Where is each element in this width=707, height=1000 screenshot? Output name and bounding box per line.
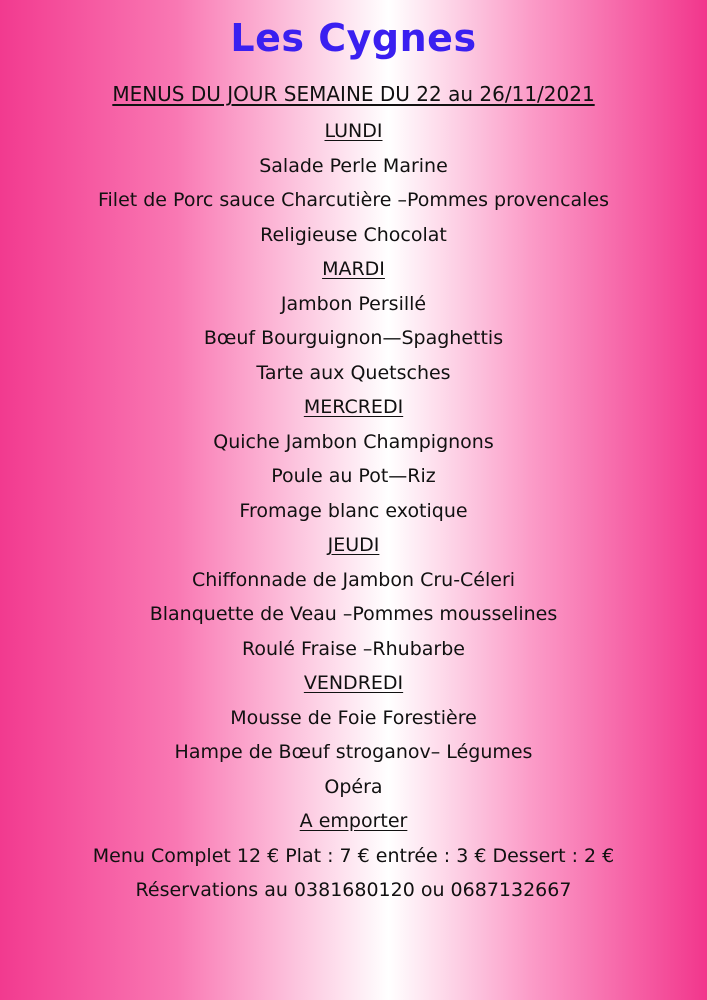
dish-mercredi-3: Fromage blanc exotique <box>239 500 468 522</box>
day-heading-jeudi: JEUDI <box>327 534 380 556</box>
dish-vendredi-2: Hampe de Bœuf stroganov– Légumes <box>174 741 533 763</box>
week-subtitle: MENUS DU JOUR SEMAINE DU 22 au 26/11/2021 <box>112 82 595 106</box>
day-heading-mardi: MARDI <box>322 258 385 280</box>
day-heading-vendredi: VENDREDI <box>303 672 404 694</box>
dish-mardi-2: Bœuf Bourguignon—Spaghettis <box>203 327 504 349</box>
dish-jeudi-3: Roulé Fraise –Rhubarbe <box>242 638 465 660</box>
dish-mercredi-2: Poule au Pot—Riz <box>271 465 436 487</box>
dish-mardi-3: Tarte aux Quetsches <box>256 362 451 384</box>
dish-vendredi-1: Mousse de Foie Forestière <box>230 707 477 729</box>
dish-mercredi-1: Quiche Jambon Champignons <box>213 431 494 453</box>
day-heading-mercredi: MERCREDI <box>303 396 404 418</box>
dish-jeudi-1: Chiffonnade de Jambon Cru-Céleri <box>191 569 516 591</box>
dish-lundi-2: Filet de Porc sauce Charcutière –Pommes provencales <box>97 189 610 211</box>
takeaway-prices: Menu Complet 12 € Plat : 7 € entrée : 3 € Dessert : 2 € <box>92 845 615 867</box>
day-heading-lundi: LUNDI <box>324 120 383 142</box>
dish-mardi-1: Jambon Persillé <box>280 293 427 315</box>
dish-jeudi-2: Blanquette de Veau –Pommes mousselines <box>149 603 558 625</box>
reservation-phones: Réservations au 0381680120 ou 0687132667 <box>135 879 572 901</box>
takeaway-heading: A emporter <box>299 810 408 832</box>
dish-lundi-1: Salade Perle Marine <box>259 155 448 177</box>
dish-lundi-3: Religieuse Chocolat <box>260 224 447 246</box>
restaurant-title: Les Cygnes <box>230 16 477 60</box>
dish-vendredi-3: Opéra <box>324 776 383 798</box>
